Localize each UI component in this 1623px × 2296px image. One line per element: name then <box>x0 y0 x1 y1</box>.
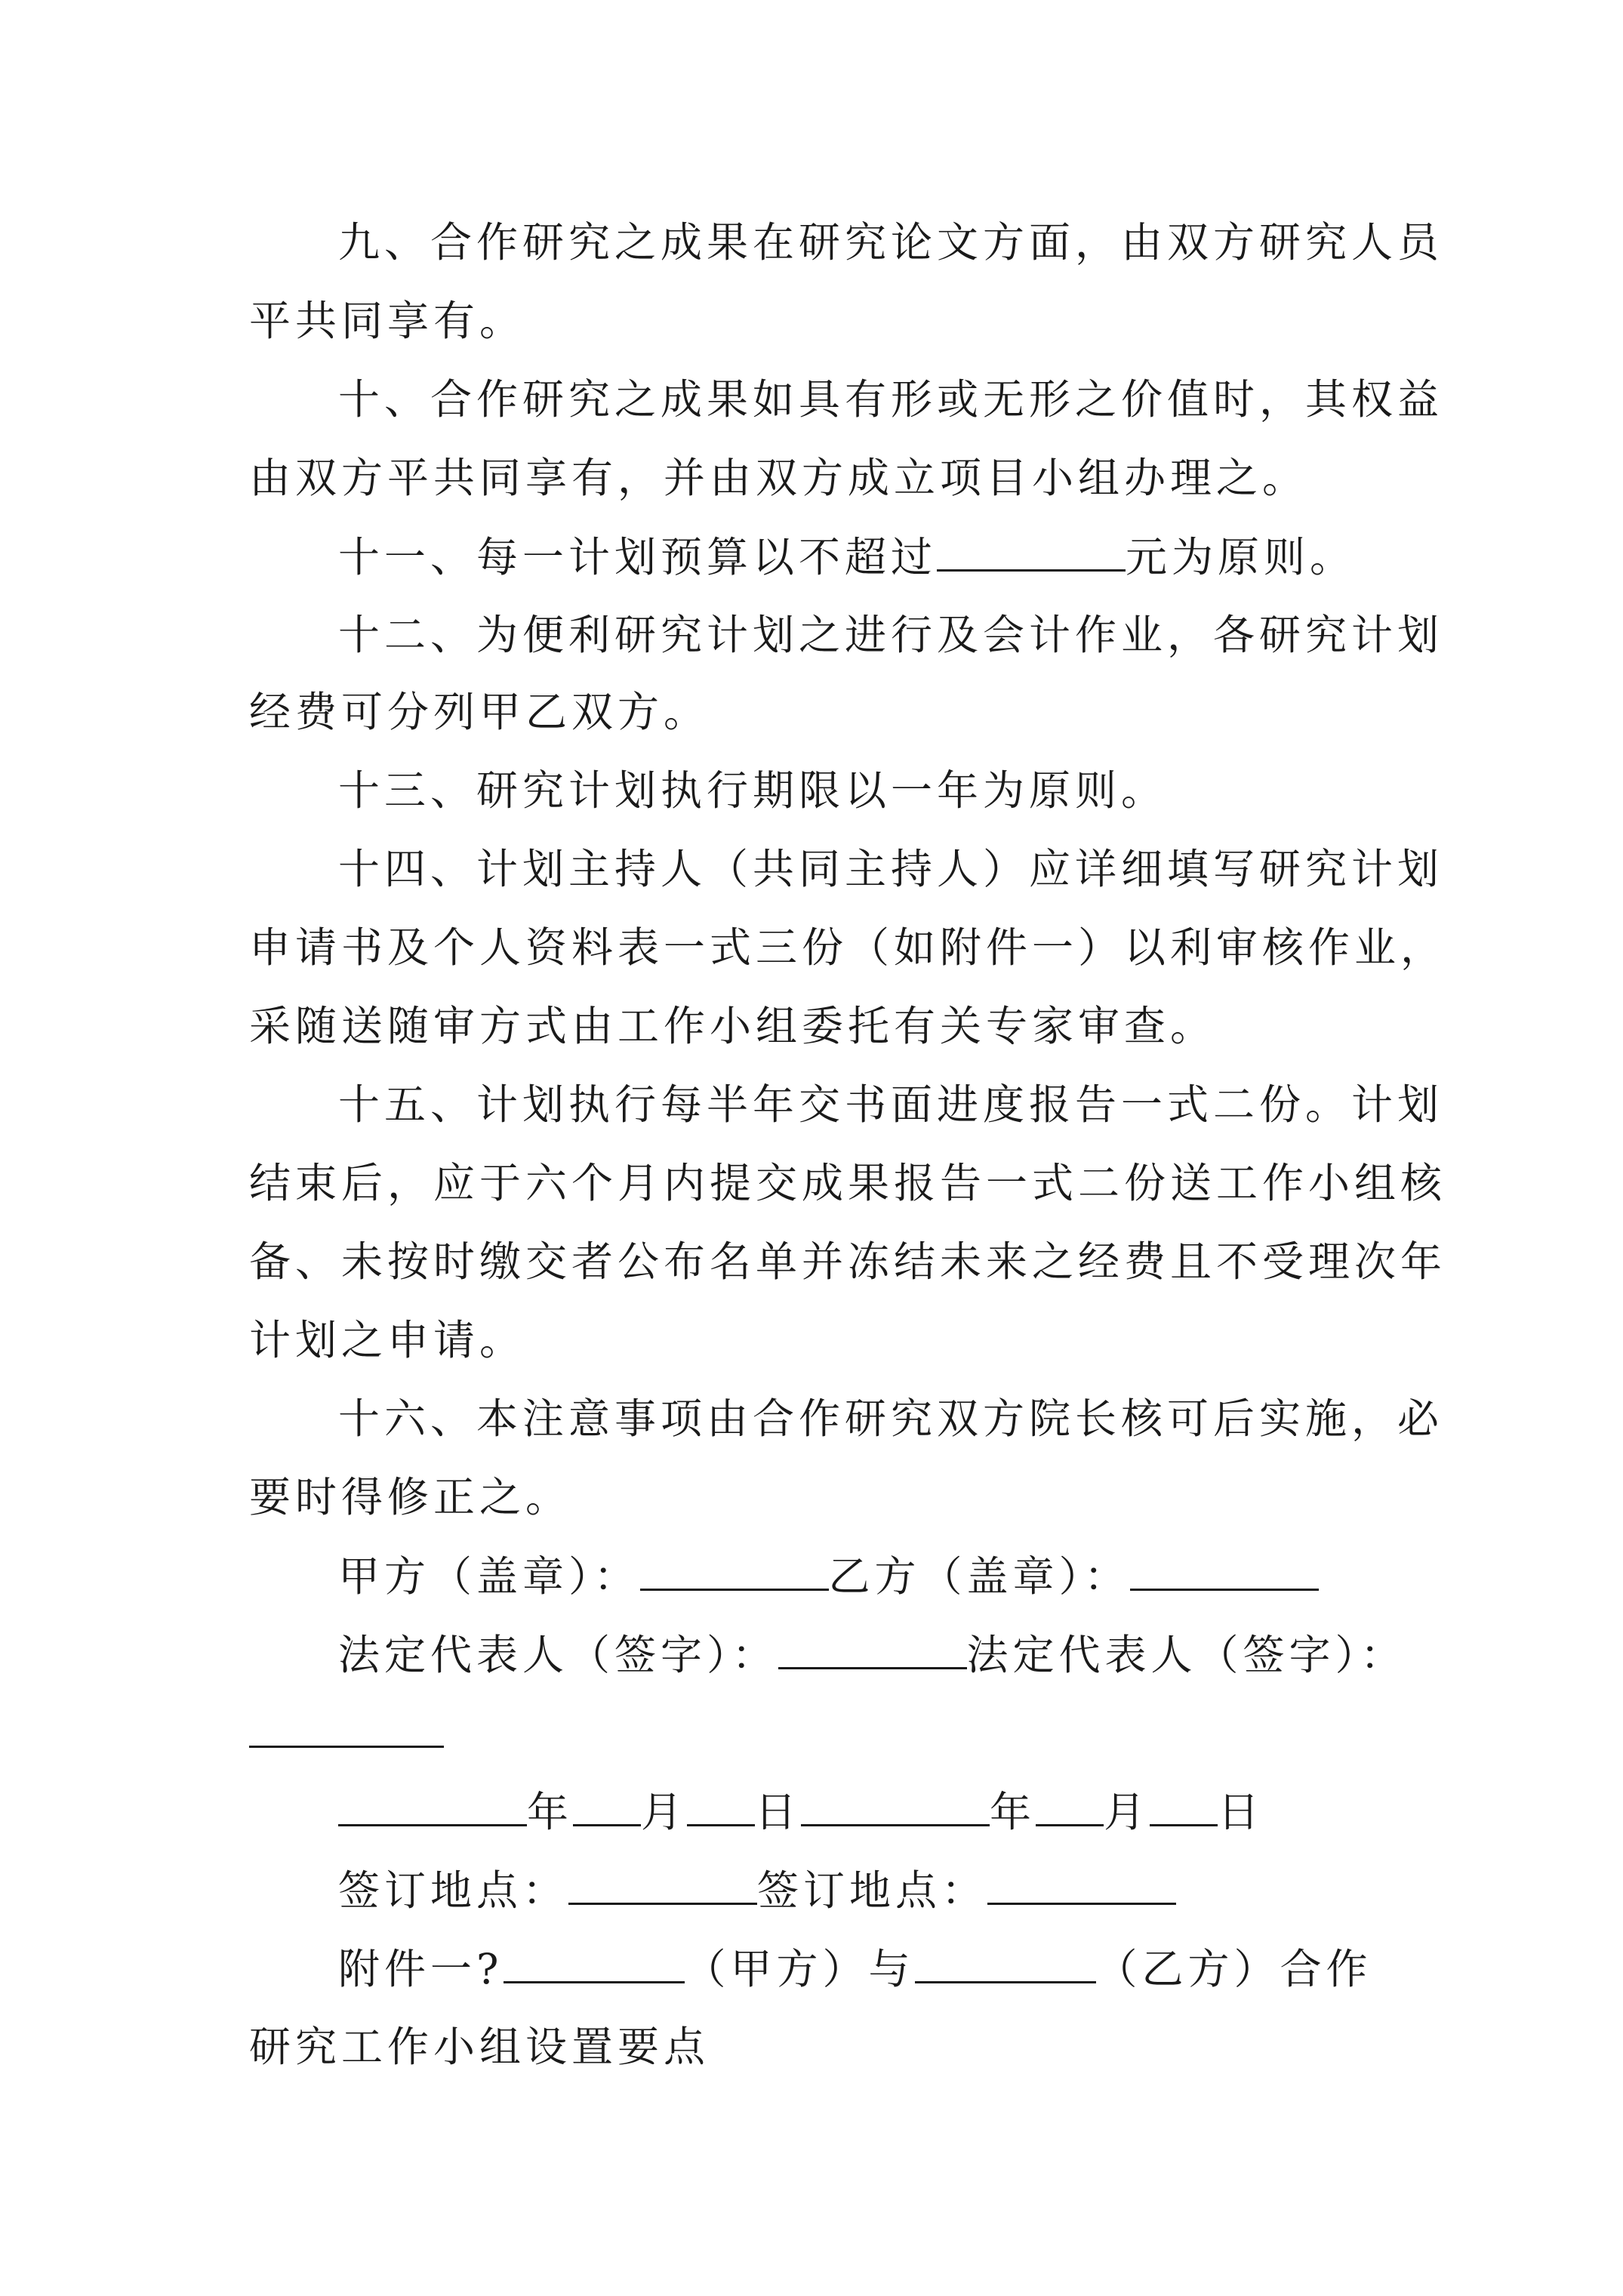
attachment-party-a-label: （甲方）与 <box>684 1945 915 1993</box>
party-b-seal-blank[interactable] <box>1130 1549 1319 1591</box>
month-a-blank[interactable] <box>573 1785 641 1826</box>
attachment-party-b-label: （乙方）合作 <box>1095 1945 1372 1993</box>
rep-b-blank-line <box>249 1706 444 1760</box>
year-a-label: 年 <box>527 1788 574 1836</box>
date-line <box>338 1785 1264 1838</box>
rep-b-blank[interactable] <box>249 1706 444 1748</box>
seal-line <box>338 1549 1319 1603</box>
place-a-blank[interactable] <box>568 1863 757 1905</box>
clause-15-line-3: 备、未按时缴交者公布名单并冻结未来之经费且不受理次年 <box>249 1237 1447 1286</box>
place-a-label: 签订地点： <box>338 1866 569 1915</box>
party-a-seal-label: 甲方（盖章）： <box>338 1552 640 1601</box>
representative-line <box>338 1628 1406 1681</box>
month-b-label: 月 <box>1104 1788 1150 1836</box>
attachment-party-b-blank[interactable] <box>915 1942 1096 1983</box>
clause-10-line-1: 十、合作研究之成果如具有形或无形之价值时，其权益 <box>338 375 1444 424</box>
attachment-line-2: 研究工作小组设置要点 <box>249 2023 710 2071</box>
clause-10-line-2: 由双方平共同享有，并由双方成立项目小组办理之。 <box>249 454 1309 502</box>
party-a-seal-blank[interactable] <box>640 1549 829 1591</box>
clause-14-line-3: 采随送随审方式由工作小组委托有关专家审查。 <box>249 1002 1217 1050</box>
clause-15-line-4: 计划之申请。 <box>249 1316 526 1364</box>
clause-12-line-1: 十二、为便利研究计划之进行及会计作业，各研究计划 <box>338 611 1444 659</box>
rep-b-label: 法定代表人（签字）： <box>966 1631 1407 1679</box>
clause-16-line-1: 十六、本注意事项由合作研究双方院长核可后实施，必 <box>338 1395 1444 1443</box>
clause-11 <box>338 530 1356 584</box>
attachment-prefix: 附件一? <box>338 1945 504 1993</box>
place-b-label: 签订地点： <box>757 1866 988 1915</box>
clause-13-line-1: 十三、研究计划执行期限以一年为原则。 <box>338 766 1168 815</box>
year-b-label: 年 <box>990 1788 1036 1836</box>
clause-9-line-1: 九、合作研究之成果在研究论文方面，由双方研究人员 <box>338 218 1444 267</box>
clause-14-line-2: 申请书及个人资料表一式三份（如附件一）以利审核作业， <box>249 923 1447 972</box>
rep-a-blank[interactable] <box>778 1628 967 1669</box>
clause-11-prefix: 十一、每一计划预算以不超过 <box>338 533 938 581</box>
place-b-blank[interactable] <box>987 1863 1176 1905</box>
clause-12-line-2: 经费可分列甲乙双方。 <box>249 688 710 736</box>
day-a-blank[interactable] <box>687 1785 755 1826</box>
attachment-line-1 <box>338 1942 1372 1996</box>
budget-blank[interactable] <box>937 530 1126 572</box>
month-a-label: 月 <box>641 1788 688 1836</box>
clause-14-line-1: 十四、计划主持人（共同主持人）应详细填写研究计划 <box>338 845 1444 893</box>
year-b-blank[interactable] <box>801 1785 990 1826</box>
party-b-seal-label: 乙方（盖章）： <box>828 1552 1131 1601</box>
day-b-blank[interactable] <box>1150 1785 1218 1826</box>
attachment-party-a-blank[interactable] <box>504 1942 685 1983</box>
month-b-blank[interactable] <box>1036 1785 1104 1826</box>
clause-16-line-2: 要时得修正之。 <box>249 1473 572 1521</box>
clause-11-suffix: 元为原则。 <box>1126 533 1357 581</box>
day-b-label: 日 <box>1218 1788 1264 1836</box>
rep-a-label: 法定代表人（签字）： <box>338 1631 778 1679</box>
year-a-blank[interactable] <box>338 1785 527 1826</box>
clause-9-line-2: 平共同享有。 <box>249 297 526 345</box>
day-a-label: 日 <box>755 1788 802 1836</box>
place-line <box>338 1863 1176 1917</box>
clause-15-line-2: 结束后，应于六个月内提交成果报告一式二份送工作小组核 <box>249 1159 1447 1207</box>
clause-15-line-1: 十五、计划执行每半年交书面进度报告一式二份。计划 <box>338 1080 1444 1129</box>
